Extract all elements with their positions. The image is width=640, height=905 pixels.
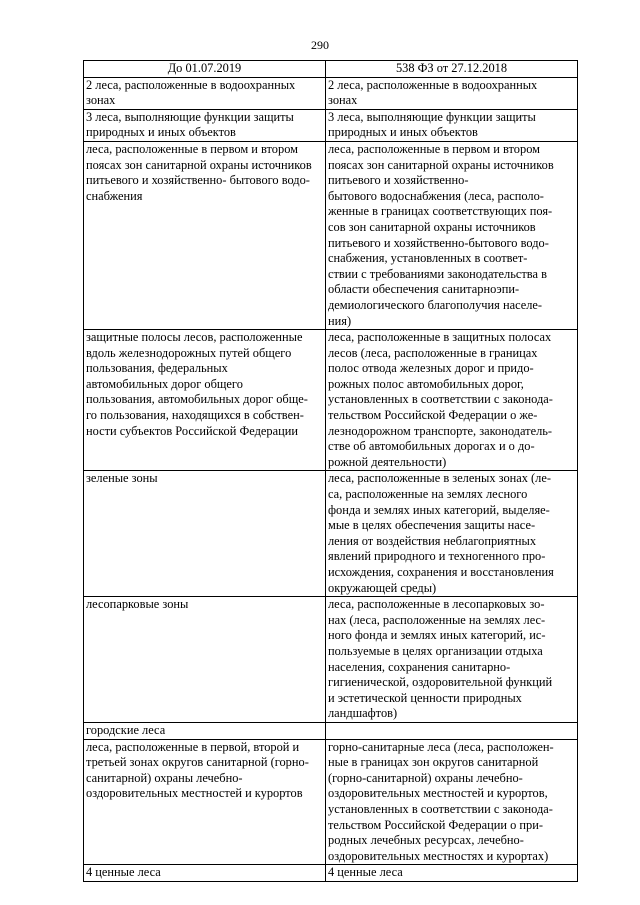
cell-before-valuable-forests: 4 ценные леса — [84, 865, 326, 882]
table-row — [84, 471, 578, 597]
comparison-table — [83, 60, 578, 882]
cell-after-urban-forests — [326, 722, 578, 739]
cell-before-resort-zones: леса, расположенные в первой, второй и третьей зонах округов санитарной (горно- санитарной) охраны лечебно- оздоровительных местностей и курортов — [84, 739, 326, 865]
table-row — [84, 597, 578, 723]
table-row — [84, 77, 578, 109]
table-row — [84, 330, 578, 471]
table-row — [84, 109, 578, 141]
table-row — [84, 739, 578, 865]
cell-after-green-zones: леса, расположенные в зеленых зонах (ле- са, расположенные на землях лесного фонда и землях иных категорий, выделяе- мые в целях обеспечения защиты насе- ления от воздействия неблагоприятных явлений природного и техногенного про- исхождения, сохранения и восстановления окружающей среды) — [326, 471, 578, 597]
cell-after-sanitary-zones: леса, расположенные в первом и втором поясах зон санитарной охраны источников питьевого и хозяйственно- бытового водоснабжения (леса, располо- женные в границах соответствующих поя- сов зон санитарной охраны источников питьевого и хозяйственно-бытового водо- снабжения, установленных в соответ- ствии с требованиями законодательства в области обеспечения санитарноэпи- демиологического благополучия населе- ния) — [326, 141, 578, 329]
cell-after-resort-zones: горно-санитарные леса (леса, расположен- ные в границах зон округов санитарной (горно-санитарной) охраны лечебно- оздоровительных местностей и курортов, установленных в соответствии с законода- тельством Российской Федерации о при- родных лечебных ресурсах, лечебно- оздоровительных местностях и курортах) — [326, 739, 578, 865]
column-header-before: До 01.07.2019 — [84, 61, 326, 78]
cell-before-protection: 3 леса, выполняющие функции защиты природных и иных объектов — [84, 109, 326, 141]
cell-after-forest-park: леса, расположенные в лесопарковых зо- нах (леса, расположенные на землях лес- ного фонда и землях иных категорий, ис- пользуемые в целях организации отдыха населения, сохранения санитарно- гигиенической, оздоровительной функций и эстетической ценности природных ландшафтов) — [326, 597, 578, 723]
page-number: 290 — [311, 38, 329, 52]
cell-before-green-zones: зеленые зоны — [84, 471, 326, 597]
cell-before-sanitary-zones: леса, расположенные в первом и втором поясах зон санитарной охраны источников питьевого и хозяйственно- бытового водо- снабжения — [84, 141, 326, 329]
cell-before-forest-park: лесопарковые зоны — [84, 597, 326, 723]
cell-before-protective-strips: защитные полосы лесов, расположенные вдоль железнодорожных путей общего пользования, федеральных автомобильных дорог общего пользования, автомобильных дорог обще- го пользования, находящихся в собствен- ности субъектов Российской Федерации — [84, 330, 326, 471]
cell-after-protective-strips: леса, расположенные в защитных полосах лесов (леса, расположенные в границах полос отвода железных дорог и придо- рожных полос автомобильных дорог, установленных в соответствии с законода- тельством Российской Федерации о же- лезнодорожном транспорте, законодатель- стве об автомобильных дорогах и о до- рожной деятельности) — [326, 330, 578, 471]
table-row — [84, 865, 578, 882]
cell-after-protection: 3 леса, выполняющие функции защиты природных и иных объектов — [326, 109, 578, 141]
table-header-row — [84, 61, 578, 78]
table-row — [84, 141, 578, 329]
column-header-after: 538 ФЗ от 27.12.2018 — [326, 61, 578, 78]
table-row — [84, 722, 578, 739]
cell-before-urban-forests: городские леса — [84, 722, 326, 739]
cell-after-valuable-forests: 4 ценные леса — [326, 865, 578, 882]
cell-before-watershed: 2 леса, расположенные в водоохранных зонах — [84, 77, 326, 109]
cell-after-watershed: 2 леса, расположенные в водоохранных зонах — [326, 77, 578, 109]
